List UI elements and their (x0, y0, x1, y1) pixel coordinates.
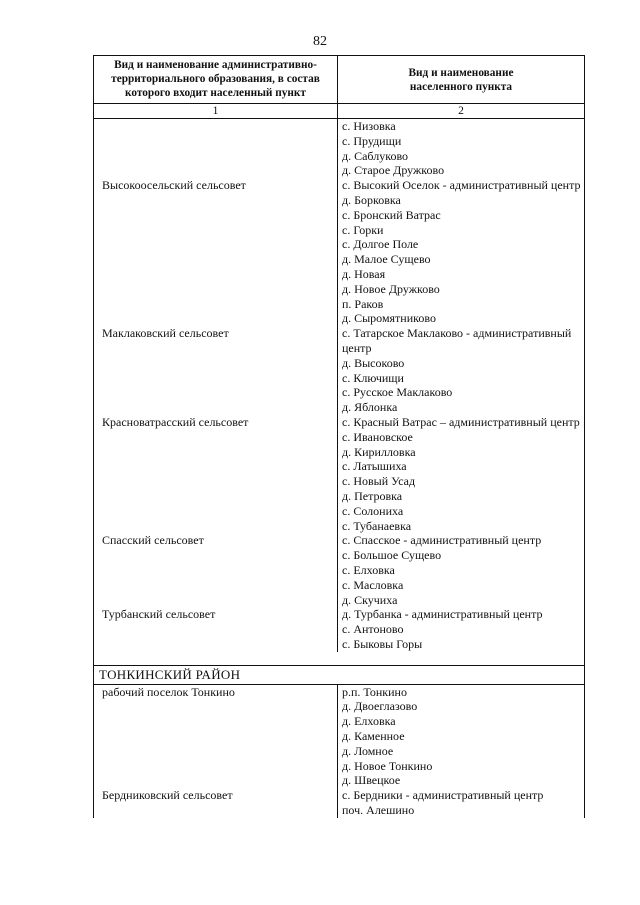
settlement: д. Борковка (342, 192, 401, 207)
settlement: р.п. Тонкино (342, 684, 407, 699)
table-row (94, 607, 584, 664)
settlement: с. Красный Ватрас – административный центр (342, 414, 580, 429)
settlement: с. Долгое Поле (342, 237, 419, 252)
settlement: д. Старое Дружково (342, 163, 445, 178)
table-row (94, 178, 584, 326)
section-continued (93, 118, 585, 665)
group-name: Спасский сельсовет (94, 533, 338, 607)
group-name: рабочий поселок Тонкино (94, 685, 338, 789)
settlement: поч. Алешино (342, 803, 415, 818)
settlement: с. Русское Маклаково (342, 385, 453, 400)
column-number-1: 1 (94, 104, 338, 118)
settlement-list (338, 178, 584, 326)
settlement: с. Бердники - административный центр (342, 788, 544, 803)
table-row (94, 788, 584, 818)
settlement-list (338, 685, 584, 789)
settlement: с. Елховка (342, 562, 395, 577)
settlement: п. Раков (342, 296, 384, 311)
settlement-list (338, 119, 584, 178)
settlement-list (338, 415, 584, 533)
settlement: с. Ивановское (342, 429, 413, 444)
table-header (93, 55, 585, 103)
settlement: д. Петровка (342, 488, 403, 503)
group-name: Красноватрасский сельсовет (94, 415, 338, 533)
table-row (94, 119, 584, 178)
settlement: д. Швецкое (342, 773, 401, 788)
settlement: д. Саблуково (342, 148, 409, 163)
settlement: с. Большое Сущево (342, 548, 442, 563)
header-col1: Вид и наименование административно-территориального образования, в состав которого входит населенный пункт (94, 56, 338, 103)
group-name: Высокоосельский сельсовет (94, 178, 338, 326)
group-name: Маклаковский сельсовет (94, 326, 338, 415)
group-name: Бердниковский сельсовет (94, 788, 338, 818)
settlement: с. Латышиха (342, 459, 407, 474)
settlement: с. Бронский Ватрас (342, 207, 441, 222)
settlement: д. Сыромятниково (342, 311, 436, 326)
settlement: с. Татарское Маклаково - административный центр (342, 326, 572, 355)
settlement: д. Новое Дружково (342, 281, 440, 296)
group-name: Турбанский сельсовет (94, 607, 338, 651)
settlement: д. Каменное (342, 729, 405, 744)
header-col2-text: Вид и наименование населенного пункта (408, 67, 514, 93)
settlement: с. Быковы Горы (342, 636, 423, 651)
settlement-list (338, 533, 584, 607)
column-number-2: 2 (458, 105, 464, 117)
settlement: д. Турбанка - административный центр (342, 607, 543, 622)
settlement: д. Малое Сущево (342, 252, 431, 267)
settlement: с. Прудищи (342, 133, 402, 148)
settlement: д. Новое Тонкино (342, 758, 433, 773)
header-col2 (338, 56, 584, 103)
settlement: д. Новая (342, 266, 386, 281)
settlement: с. Антоново (342, 622, 404, 637)
page-number: 82 (313, 34, 327, 49)
settlement: с. Спасское - административный центр (342, 533, 542, 548)
section-tonkino (93, 685, 585, 818)
settlement: д. Высоково (342, 355, 405, 370)
table-row (94, 326, 584, 415)
settlement: с. Низовка (342, 119, 396, 133)
settlement: с. Новый Усад (342, 474, 416, 489)
settlement: с. Тубанаевка (342, 518, 412, 533)
settlement-list (338, 326, 584, 415)
settlement: с. Горки (342, 222, 384, 237)
settlement: д. Яблонка (342, 400, 398, 415)
group-name-empty (94, 119, 338, 178)
settlement-list (338, 788, 584, 818)
settlement: с. Высокий Оселок - административный центр (342, 178, 581, 193)
settlement: д. Елховка (342, 714, 396, 729)
settlement: д. Двоеглазово (342, 699, 418, 714)
table-row (94, 533, 584, 607)
settlement: с. Ключищи (342, 370, 404, 385)
settlement: д. Кирилловка (342, 444, 416, 459)
table-row (94, 415, 584, 533)
column-numbers (93, 103, 585, 118)
settlement: д. Ломное (342, 743, 394, 758)
settlement: д. Скучиха (342, 592, 398, 607)
settlement: с. Масловка (342, 577, 404, 592)
settlements-table (93, 55, 585, 818)
table-row (94, 685, 584, 789)
settlement: с. Солониха (342, 503, 404, 518)
district-heading: ТОНКИНСКИЙ РАЙОН (93, 665, 585, 685)
settlement-list (338, 607, 584, 651)
